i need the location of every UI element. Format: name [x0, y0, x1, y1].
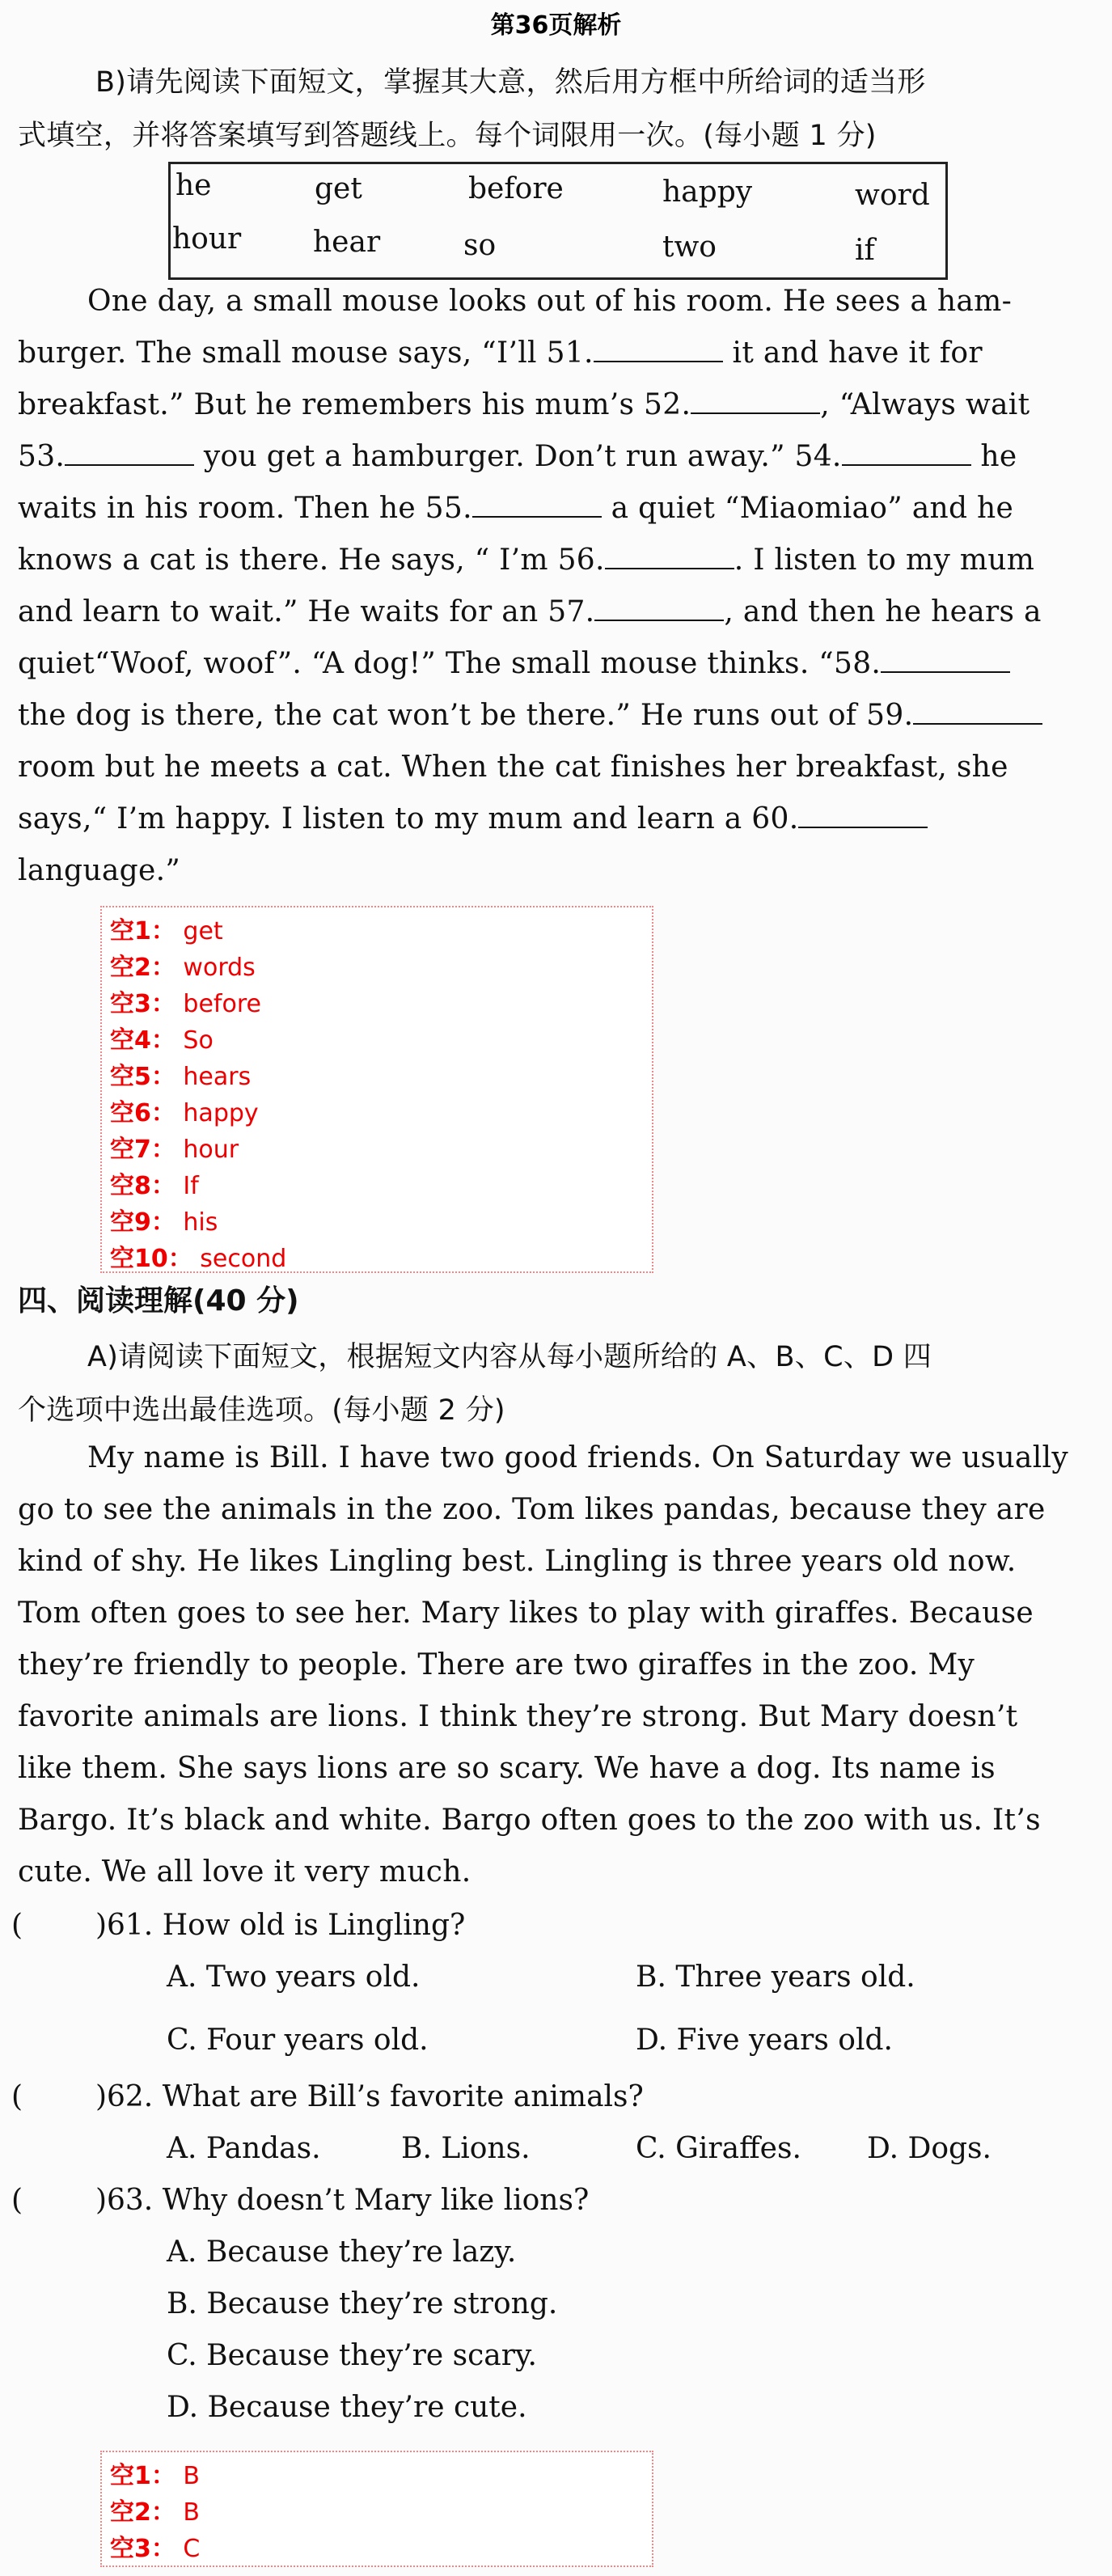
- answer-item: 空5： hears: [110, 1063, 252, 1091]
- word-box-item: two: [662, 231, 717, 264]
- answer-item: 空8： If: [110, 1172, 199, 1200]
- passage-line: knows a cat is there. He says, “ I’m 56. . I listen to my mum: [18, 544, 1035, 577]
- word-box-item: happy: [662, 176, 753, 209]
- part-b-instruction-2: 式填空，并将答案填写到答题线上。每个词限用一次。(每小题 1 分): [18, 120, 877, 152]
- blank-55: [472, 492, 602, 518]
- answer-item: 空1： B: [110, 2462, 201, 2490]
- blank-51: [594, 336, 723, 362]
- option: B. Three years old.: [636, 1961, 915, 1994]
- blank-59: [913, 699, 1042, 725]
- option: A. Two years old.: [167, 1961, 421, 1994]
- option: D. Five years old.: [636, 2024, 893, 2057]
- answer-item: 空7： hour: [110, 1136, 239, 1164]
- option: D. Because they’re cute.: [167, 2391, 527, 2424]
- word-box-item: word: [855, 179, 930, 212]
- word-box: [168, 162, 948, 280]
- section4-instruction-1: A)请阅读下面短文，根据短文内容从每小题所给的 A、B、C、D 四: [87, 1341, 932, 1373]
- answer-item: 空3： C: [110, 2535, 201, 2563]
- passage-line: breakfast.” But he remembers his mum’s 52. , “Always wait: [18, 388, 1030, 421]
- word-box-item: hour: [172, 222, 242, 256]
- passage-line: 53. you get a hamburger. Don’t run away.” 54. he: [18, 440, 1017, 473]
- answer-paren: (: [11, 1909, 23, 1942]
- passage-line: favorite animals are lions. I think they’re strong. But Mary doesn’t: [18, 1700, 1018, 1733]
- blank-58: [881, 647, 1010, 673]
- option: C. Giraffes.: [636, 2132, 801, 2165]
- answer-item: 空9： his: [110, 1208, 218, 1237]
- passage-line: and learn to wait.” He waits for an 57. , and then he hears a: [18, 595, 1042, 628]
- page-title: 第36页解析: [490, 11, 622, 40]
- option: B. Because they’re strong.: [167, 2287, 558, 2320]
- answer-paren: (: [11, 2184, 23, 2217]
- passage-line: quiet“Woof, woof”. “A dog!” The small mouse thinks. “58.: [18, 647, 1010, 680]
- passage-line: they’re friendly to people. There are two giraffes in the zoo. My: [18, 1648, 975, 1681]
- option: C. Four years old.: [167, 2024, 429, 2057]
- question-61: 61. How old is Lingling?: [107, 1909, 466, 1942]
- passage-line: go to see the animals in the zoo. Tom likes pandas, because they are: [18, 1493, 1046, 1526]
- passage-line: waits in his room. Then he 55. a quiet “Miaomiao” and he: [18, 492, 1014, 525]
- word-box-item: if: [855, 234, 875, 267]
- answer-item: 空2： B: [110, 2498, 201, 2527]
- blank-54: [842, 440, 971, 466]
- word-box-item: before: [468, 172, 564, 205]
- answer-item: 空10： second: [110, 1245, 287, 1273]
- answer-item: 空2： words: [110, 954, 256, 982]
- option: A. Because they’re lazy.: [167, 2235, 517, 2269]
- section-heading: 四、阅读理解(40 分): [18, 1284, 299, 1318]
- part-b-instruction-1: B)请先阅读下面短文，掌握其大意，然后用方框中所给词的适当形: [95, 66, 926, 99]
- answer-paren: ): [95, 2080, 108, 2113]
- answer-box: [100, 2451, 653, 2567]
- blank-60: [798, 802, 928, 828]
- answer-box: [100, 906, 653, 1273]
- passage-line: One day, a small mouse looks out of his room. He sees a ham-: [87, 285, 1013, 318]
- option: D. Dogs.: [867, 2132, 991, 2165]
- word-box-item: get: [315, 172, 362, 205]
- answer-paren: ): [95, 1909, 108, 1942]
- blank-53: [65, 440, 194, 466]
- word-box-item: hear: [313, 226, 381, 259]
- word-box-item: he: [175, 169, 212, 202]
- blank-57: [594, 595, 724, 621]
- section4-instruction-2: 个选项中选出最佳选项。(每小题 2 分): [18, 1394, 505, 1427]
- word-box-item: so: [463, 229, 497, 262]
- answer-item: 空1： get: [110, 917, 223, 945]
- option: A. Pandas.: [167, 2132, 321, 2165]
- option: B. Lions.: [401, 2132, 531, 2165]
- passage-line: My name is Bill. I have two good friends. On Saturday we usually: [87, 1441, 1068, 1474]
- passage-line: kind of shy. He likes Lingling best. Lingling is three years old now.: [18, 1545, 1017, 1578]
- passage-line: Tom often goes to see her. Mary likes to play with giraffes. Because: [18, 1597, 1034, 1630]
- passage-line: the dog is there, the cat won’t be there.” He runs out of 59.: [18, 699, 1042, 732]
- answer-item: 空3： before: [110, 990, 261, 1018]
- answer-paren: ): [95, 2184, 108, 2217]
- blank-52: [691, 388, 820, 414]
- question-62: 62. What are Bill’s favorite animals?: [107, 2080, 644, 2113]
- answer-paren: (: [11, 2080, 23, 2113]
- passage-line: Bargo. It’s black and white. Bargo often goes to the zoo with us. It’s: [18, 1804, 1041, 1837]
- answer-item: 空4： So: [110, 1026, 214, 1055]
- passage-line: cute. We all love it very much.: [18, 1855, 471, 1889]
- passage-line: language.”: [18, 854, 181, 887]
- blank-56: [605, 544, 734, 569]
- answer-item: 空6： happy: [110, 1099, 259, 1127]
- passage-line: like them. She says lions are so scary. We have a dog. Its name is: [18, 1752, 996, 1785]
- passage-line: says,“ I’m happy. I listen to my mum and learn a 60.: [18, 802, 928, 835]
- question-63: 63. Why doesn’t Mary like lions?: [107, 2184, 590, 2217]
- option: C. Because they’re scary.: [167, 2339, 537, 2372]
- passage-line: room but he meets a cat. When the cat finishes her breakfast, she: [18, 751, 1008, 784]
- passage-line: burger. The small mouse says, “I’ll 51. it and have it for: [18, 336, 983, 370]
